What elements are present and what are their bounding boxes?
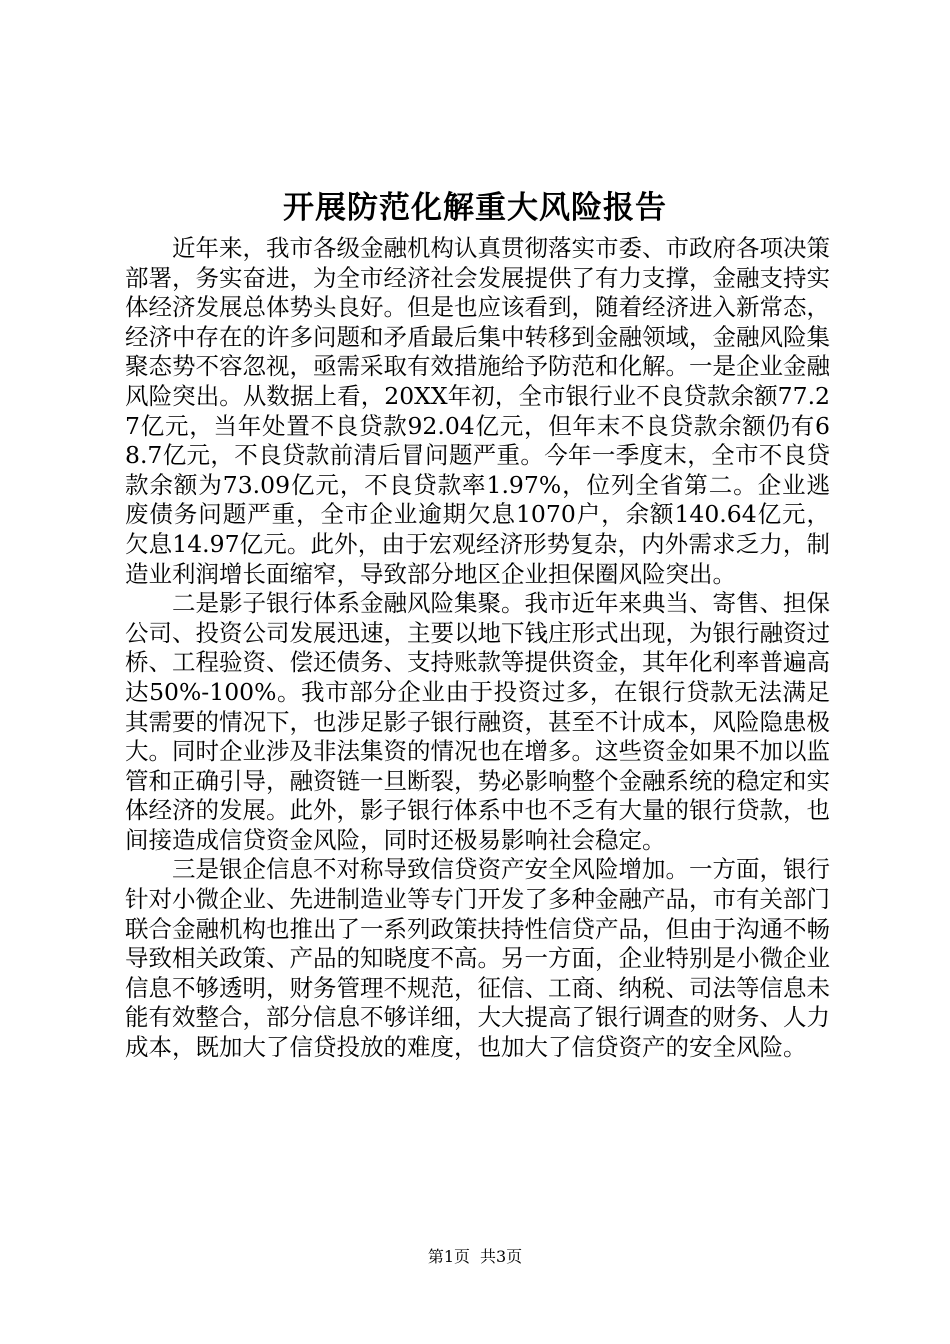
paragraph-3: 三是银企信息不对称导致信贷资产安全风险增加。一方面，银行针对小微企业、先进制造业等专门开发了多种金融产品，市有关部门联合金融机构也推出了一系列政策扶持性信贷产品，但由于沟通不畅导致相关政策、产品的知晓度不高。另一方面，企业特别是小微企业信息不够透明，财务管理不规范，征信、工商、纳税、司法等信息未能有效整合，部分信息不够详细，大大提高了银行调查的财务、人力成本，既加大了信贷投放的难度，也加大了信贷资产的安全风险。 — [125, 855, 830, 1062]
paragraph-2: 二是影子银行体系金融风险集聚。我市近年来典当、寄售、担保公司、投资公司发展迅速，主要以地下钱庄形式出现，为银行融资过桥、工程验资、偿还债务、支持账款等提供资金，其年化利率普遍高达50%-100%。我市部分企业由于投资过多，在银行贷款无法满足其需要的情况下，也涉足影子银行融资，甚至不计成本，风险隐患极大。同时企业涉及非法集资的情况也在增多。这些资金如果不加以监管和正确引导，融资链一旦断裂，势必影响整个金融系统的稳定和实体经济的发展。此外，影子银行体系中也不乏有大量的银行贷款，也间接造成信贷资金风险，同时还极易影响社会稳定。 — [125, 589, 830, 854]
page-footer — [0, 1246, 950, 1268]
page-number-total: 共3页 — [480, 1247, 523, 1266]
paragraph-1: 近年来，我市各级金融机构认真贯彻落实市委、市政府各项决策部署，务实奋进，为全市经济社会发展提供了有力支撑，金融支持实体经济发展总体势头良好。但是也应该看到，随着经济进入新常态，经济中存在的许多问题和矛盾最后集中转移到金融领域，金融风险集聚态势不容忽视，亟需采取有效措施给予防范和化解。一是企业金融风险突出。从数据上看，20XX年初，全市银行业不良贷款余额77.27亿元，当年处置不良贷款92.04亿元，但年末不良贷款余额仍有68.7亿元，不良贷款前清后冒问题严重。今年一季度末，全市不良贷款余额为73.09亿元，不良贷款率1.97%，位列全省第二。企业逃废债务问题严重，全市企业逾期欠息1070户，余额140.64亿元，欠息14.97亿元。此外，由于宏观经济形势复杂，内外需求乏力，制造业利润增长面缩窄，导致部分地区企业担保圈风险突出。 — [125, 234, 830, 588]
page-number-current: 第1页 — [427, 1247, 470, 1266]
document-title: 开展防范化解重大风险报告 — [283, 190, 667, 226]
document-body — [125, 234, 830, 1063]
